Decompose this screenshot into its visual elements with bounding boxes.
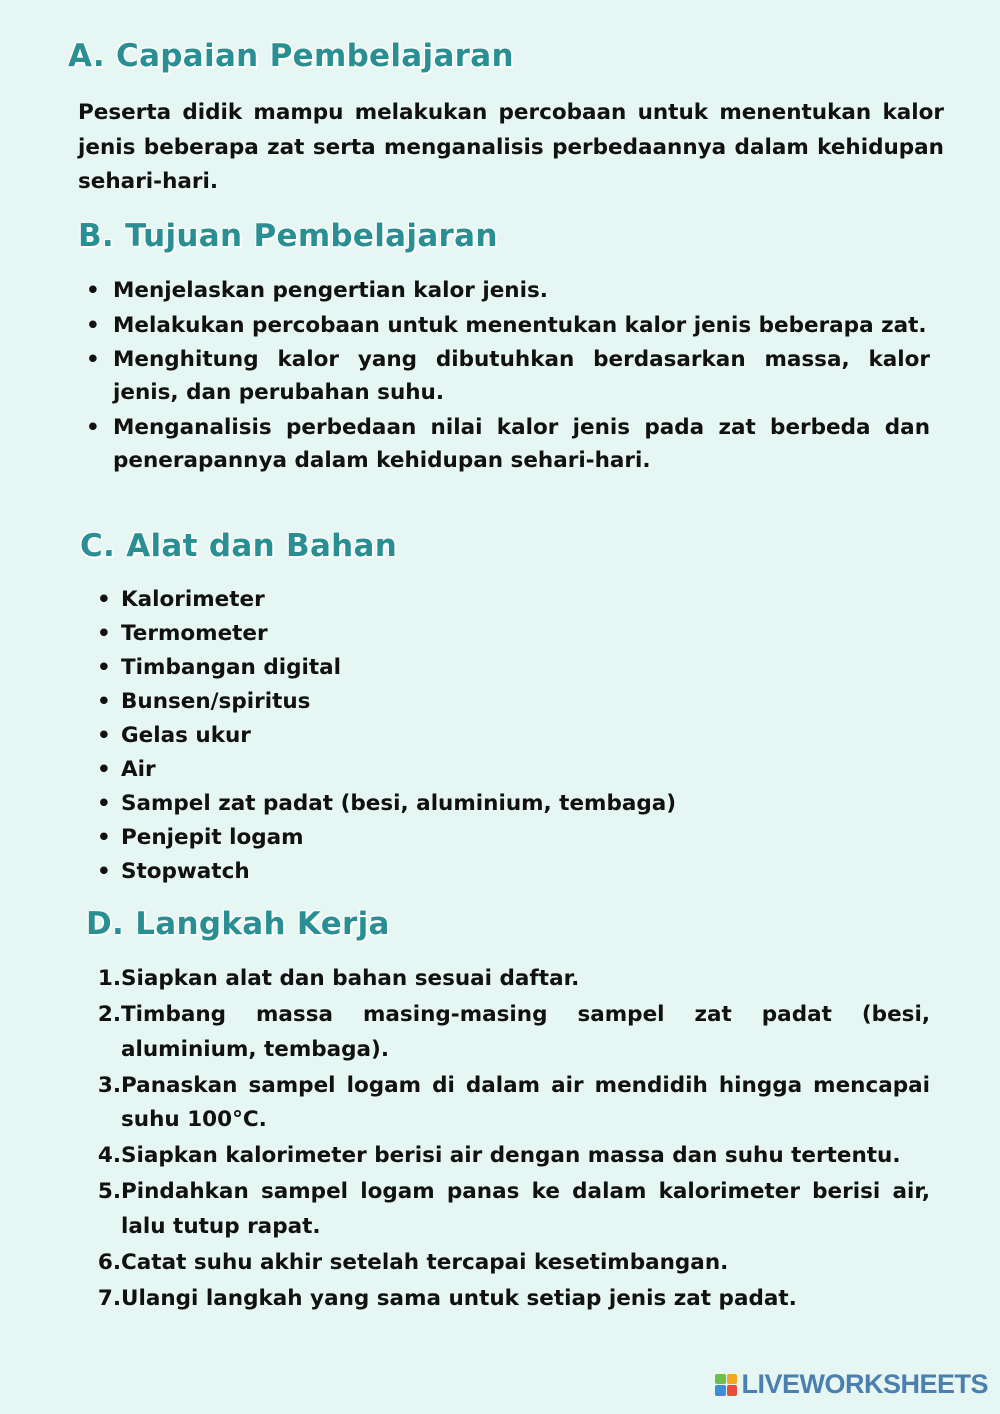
list-item: • Sampel zat padat (besi, aluminium, tembaga) <box>95 787 915 821</box>
liveworksheets-brand[interactable] <box>715 1369 988 1400</box>
section-d-title: D. Langkah Kerja <box>86 906 390 942</box>
step-number: 1. <box>97 966 121 991</box>
list-item <box>97 1282 930 1317</box>
section-a-text: Peserta didik mampu melakukan percobaan untuk menentukan kalor jenis beberapa zat serta menganalisis perbedaannya dalam kehidupan sehari-hari. <box>78 100 944 194</box>
list-item <box>97 1175 930 1244</box>
tools-list <box>95 583 915 889</box>
list-item: • Penjepit logam <box>95 821 915 855</box>
liveworksheets-logo-icon <box>715 1374 737 1396</box>
step-number: 6. <box>97 1249 121 1275</box>
list-item: • Menghitung kalor yang dibutuhkan berdasarkan massa, kalor jenis, dan perubahan suhu. <box>80 343 930 409</box>
list-item: • Termometer <box>95 617 915 651</box>
brand-name: LIVEWORKSHEETS <box>741 1369 988 1399</box>
list-item <box>97 962 930 997</box>
step-number: 5. <box>97 1179 121 1204</box>
list-item: • Melakukan percobaan untuk menentukan kalor jenis beberapa zat. <box>80 309 930 342</box>
list-item <box>97 1246 930 1281</box>
list-item: • Bunsen/spiritus <box>95 685 915 719</box>
step-text: Siapkan kalorimeter berisi air dengan massa dan suhu tertentu. <box>121 1143 901 1168</box>
list-item: • Gelas ukur <box>95 719 915 753</box>
step-text: Siapkan alat dan bahan sesuai daftar. <box>121 966 580 991</box>
step-text: Ulangi langkah yang sama untuk setiap jenis zat padat. <box>121 1285 797 1311</box>
list-item <box>97 1069 930 1138</box>
steps-list <box>97 962 930 1318</box>
step-number: 3. <box>97 1072 121 1098</box>
step-number: 2. <box>97 1002 121 1027</box>
list-item: • Air <box>95 753 915 787</box>
step-text: Timbang massa masing-masing sampel zat padat (besi, aluminium, tembaga). <box>121 1002 930 1062</box>
section-c-title: C. Alat dan Bahan <box>80 528 398 564</box>
step-number: 7. <box>97 1285 121 1311</box>
learning-goals-list <box>80 274 930 478</box>
list-item: • Stopwatch <box>95 855 915 889</box>
step-text: Catat suhu akhir setelah tercapai kesetimbangan. <box>121 1249 729 1275</box>
list-item <box>97 1139 930 1174</box>
section-b-title: B. Tujuan Pembelajaran <box>78 218 498 254</box>
list-item: • Menganalisis perbedaan nilai kalor jenis pada zat berbeda dan penerapannya dalam kehidupan sehari-hari. <box>80 411 930 477</box>
list-item <box>97 998 930 1067</box>
step-number: 4. <box>97 1143 121 1168</box>
step-text: Pindahkan sampel logam panas ke dalam kalorimeter berisi air, lalu tutup rapat. <box>121 1179 930 1239</box>
list-item: • Kalorimeter <box>95 583 915 617</box>
section-a-title: A. Capaian Pembelajaran <box>68 38 514 74</box>
list-item: • Menjelaskan pengertian kalor jenis. <box>80 274 930 307</box>
step-text: Panaskan sampel logam di dalam air mendidih hingga mencapai suhu 100°C. <box>121 1072 930 1132</box>
list-item: • Timbangan digital <box>95 651 915 685</box>
